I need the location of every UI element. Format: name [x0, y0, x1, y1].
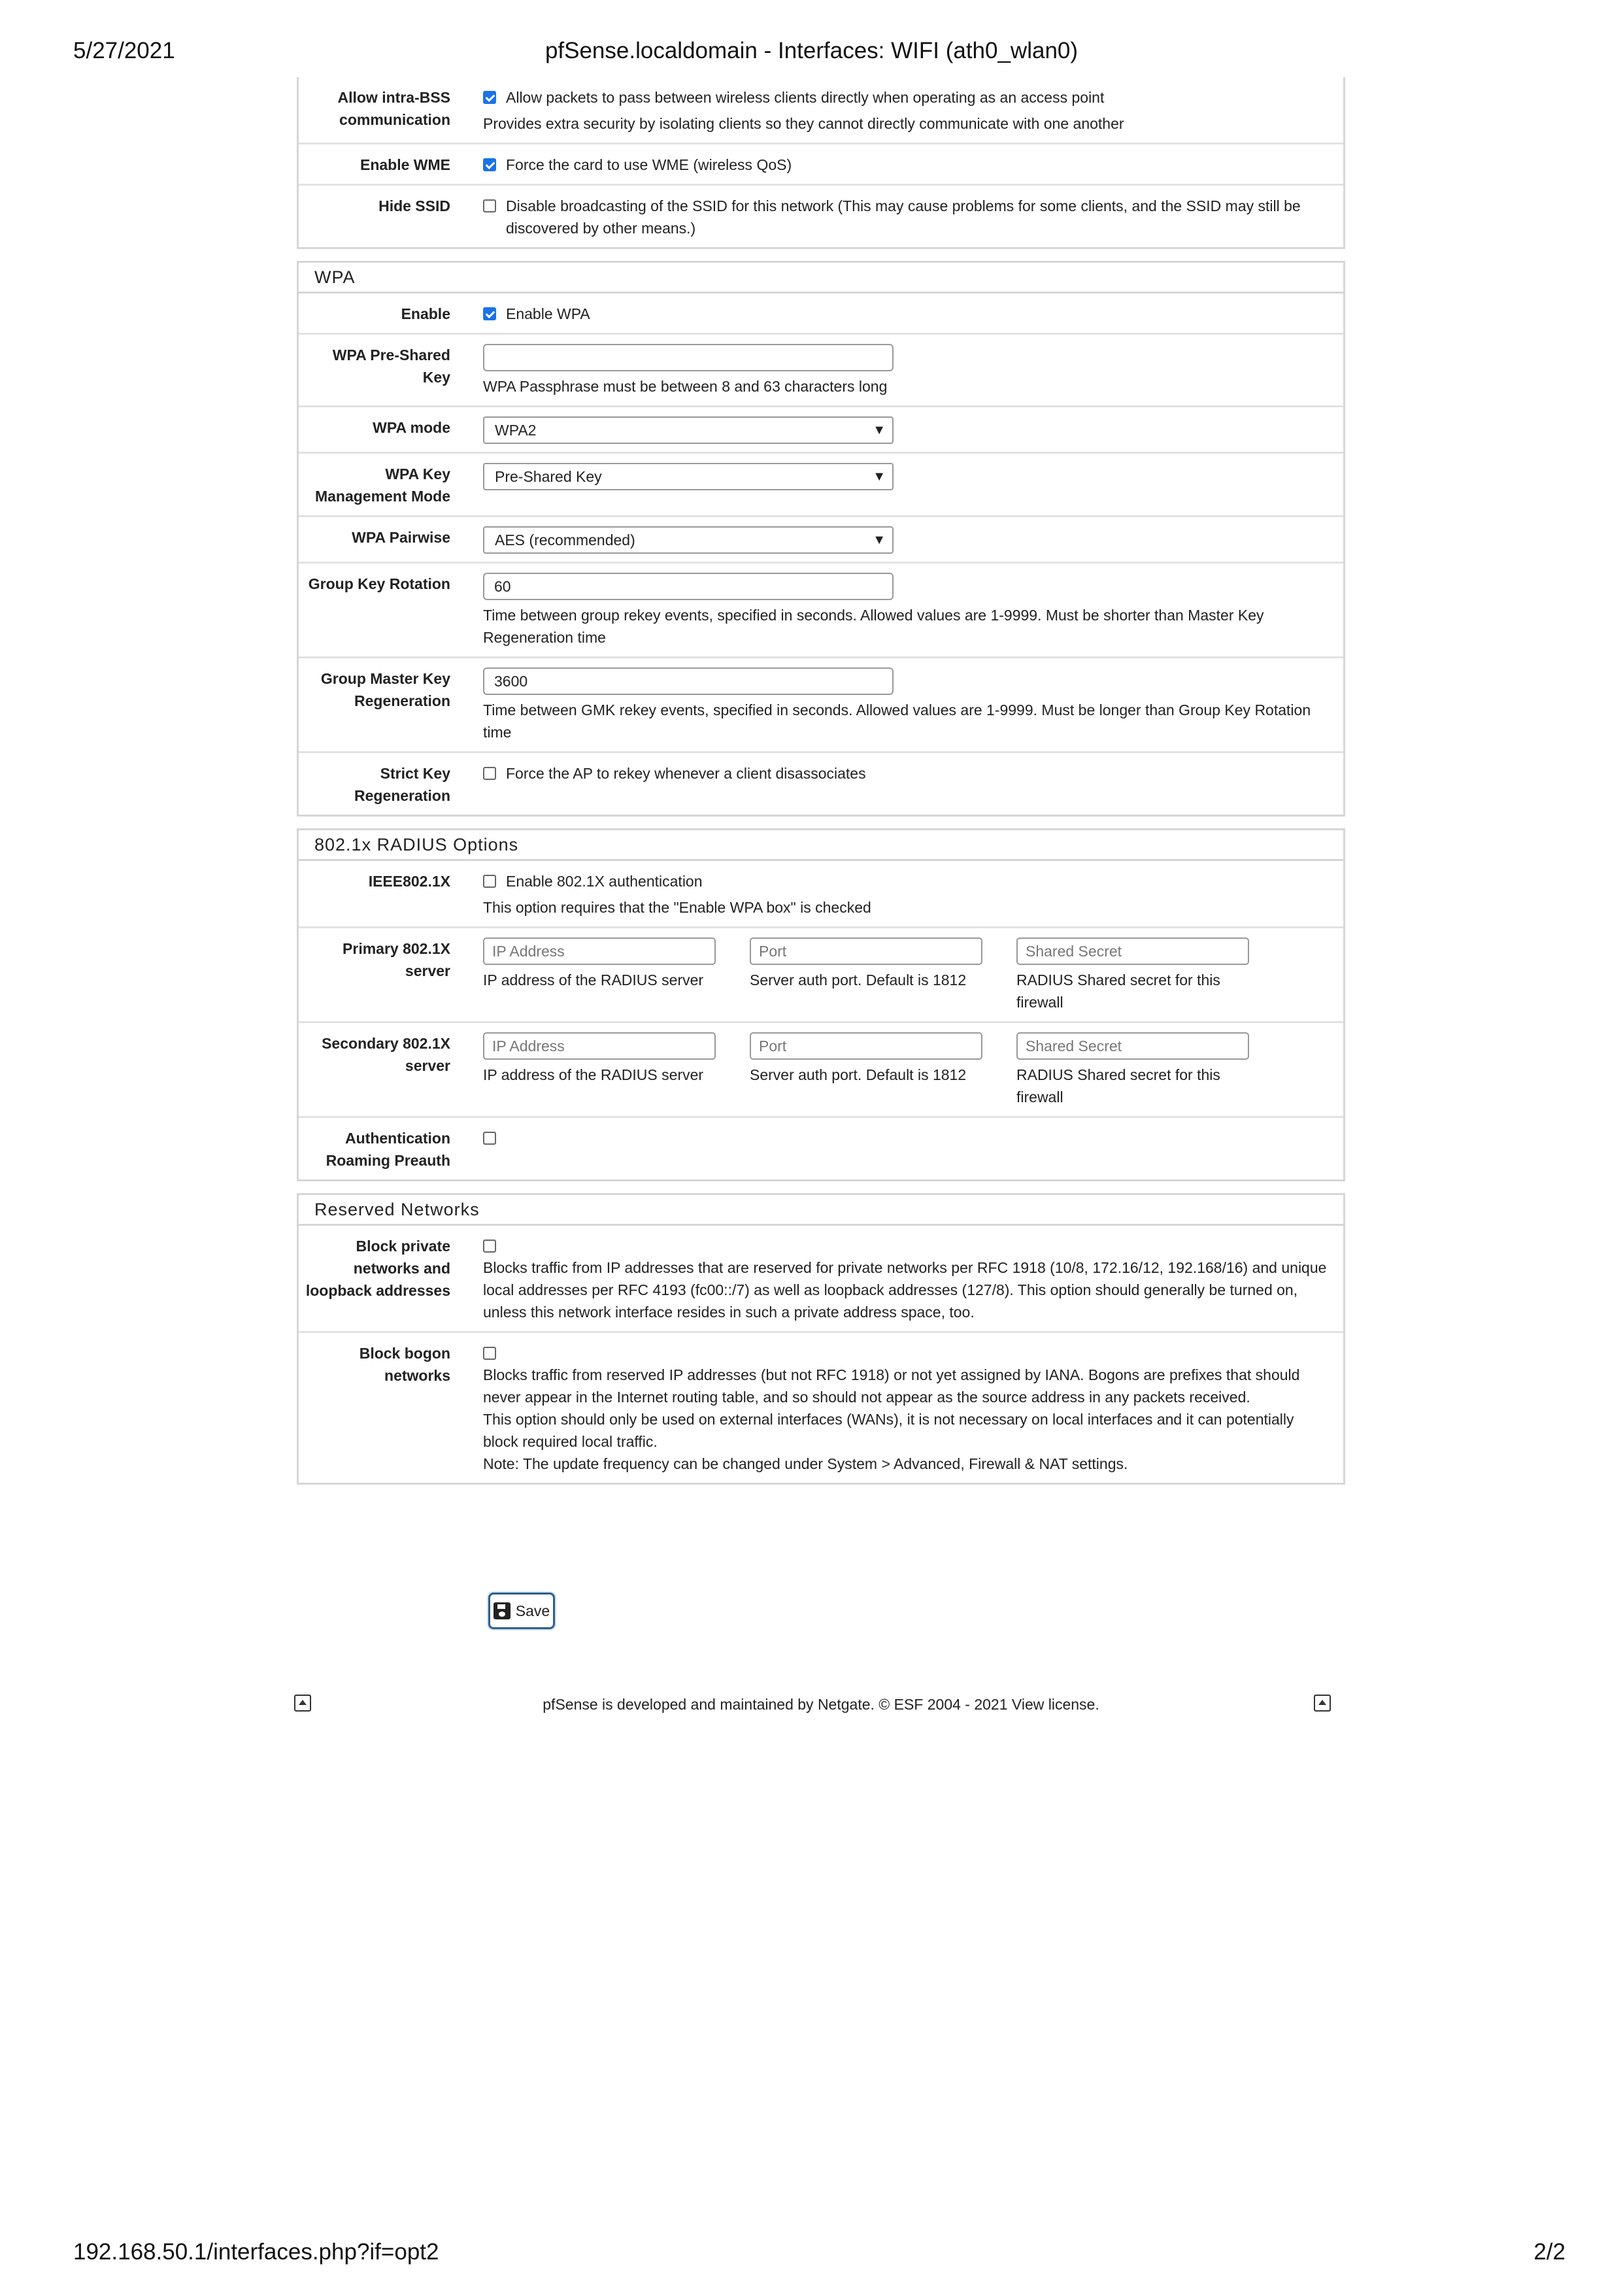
field-label: WPA mode — [373, 419, 450, 436]
field-label: Strict Key Regeneration — [354, 765, 450, 804]
block-bogon-help: Note: The update frequency can be changed under System > Advanced, Firewall & NAT settings. — [483, 1455, 1128, 1472]
secondary-server-row — [299, 1023, 1343, 1118]
hide-ssid-text: Disable broadcasting of the SSID for this network (This may cause problems for some clients, and the SSID may still be discovered by other means.) — [506, 197, 1301, 237]
wme-checkbox[interactable] — [483, 158, 496, 171]
wpa-enable-text: Enable WPA — [506, 305, 590, 322]
primary-secret-input[interactable]: Shared Secret — [1016, 937, 1249, 965]
wpa-pairwise-row — [299, 517, 1343, 564]
group-rotation-input[interactable]: 60 — [483, 573, 894, 600]
ieee8021x-row — [299, 861, 1343, 928]
field-label: Block bogon networks — [359, 1345, 450, 1384]
save-label: Save — [515, 1602, 550, 1619]
block-bogon-help: Blocks traffic from reserved IP addresses (but not RFC 1918) or not yet assigned by IANA. Bogons are prefixes that should never appear in the Internet routing table, and so should not appear as the source address in any packets received. — [483, 1366, 1300, 1406]
wpa-psk-input[interactable] — [483, 344, 894, 371]
save-button[interactable] — [488, 1593, 555, 1629]
field-label: Hide SSID — [378, 197, 450, 214]
wpa-enable-checkbox[interactable] — [483, 307, 496, 320]
wpa-enable-row — [299, 294, 1343, 335]
field-label: Allow intra-BSS communication — [337, 89, 450, 128]
primary-ip-help: IP address of the RADIUS server — [483, 971, 704, 988]
strict-key-row — [299, 753, 1343, 815]
field-label: Primary 802.1X server — [343, 940, 450, 979]
wpa-mode-row — [299, 407, 1343, 454]
field-label: Enable — [401, 305, 450, 322]
hide-ssid-row — [299, 186, 1343, 247]
hide-ssid-checkbox[interactable] — [483, 199, 496, 212]
strict-key-checkbox[interactable] — [483, 767, 496, 780]
field-label: Block private networks and loopback addresses — [305, 1238, 450, 1299]
print-page-number: 2/2 — [1533, 2239, 1565, 2265]
wireless-panel — [297, 77, 1345, 249]
gmk-help: Time between GMK rekey events, specified in seconds. Allowed values are 1-9999. Must be longer than Group Key Rotation time — [483, 701, 1311, 741]
field-label: WPA Pairwise — [352, 529, 450, 546]
page-footer — [294, 1695, 1348, 1721]
secondary-port-help: Server auth port. Default is 1812 — [750, 1066, 967, 1083]
secondary-secret-help: RADIUS Shared secret for this firewall — [1016, 1066, 1220, 1106]
secondary-ip-input[interactable]: IP Address — [483, 1032, 716, 1060]
floppy-disk-icon — [494, 1602, 510, 1619]
primary-port-input[interactable]: Port — [750, 937, 982, 965]
print-title: pfSense.localdomain - Interfaces: WIFI (ath0_wlan0) — [544, 38, 1079, 63]
intra-bss-text: Allow packets to pass between wireless clients directly when operating as an access point — [506, 89, 1105, 106]
scroll-top-icon[interactable] — [1314, 1695, 1331, 1712]
print-url: 192.168.50.1/interfaces.php?if=opt2 — [73, 2239, 439, 2265]
secondary-port-input[interactable]: Port — [750, 1032, 982, 1060]
gmk-input[interactable]: 3600 — [483, 667, 894, 695]
field-label: Authentication Roaming Preauth — [326, 1130, 450, 1169]
wpa-panel — [297, 261, 1345, 817]
intra-bss-help: Provides extra security by isolating clients so they cannot directly communicate with one another — [483, 115, 1124, 132]
field-label: Group Master Key Regeneration — [320, 670, 450, 709]
intra-bss-row — [299, 77, 1343, 144]
ieee8021x-checkbox[interactable] — [483, 875, 496, 888]
ieee8021x-help: This option requires that the "Enable WPA box" is checked — [483, 899, 871, 916]
wpa-psk-row — [299, 335, 1343, 407]
radius-panel — [297, 828, 1345, 1181]
block-bogon-row — [299, 1333, 1343, 1483]
secondary-secret-input[interactable]: Shared Secret — [1016, 1032, 1249, 1060]
field-label: WPA Pre-Shared Key — [332, 346, 450, 386]
strict-key-text: Force the AP to rekey whenever a client disassociates — [506, 765, 866, 782]
field-label: Group Key Rotation — [308, 575, 450, 592]
wpa-keymgmt-select[interactable]: Pre-Shared Key ▼ — [483, 463, 894, 490]
reserved-panel — [297, 1193, 1345, 1485]
block-private-checkbox[interactable] — [483, 1240, 496, 1253]
gmk-row — [299, 658, 1343, 753]
chevron-down-icon: ▼ — [873, 533, 886, 547]
wpa-heading: WPA — [299, 263, 1343, 294]
print-footer — [0, 2239, 1623, 2272]
form-content — [297, 77, 1345, 1496]
wpa-keymgmt-row — [299, 454, 1343, 517]
primary-port-help: Server auth port. Default is 1812 — [750, 971, 967, 988]
wme-text: Force the card to use WME (wireless QoS) — [506, 156, 792, 173]
secondary-ip-help: IP address of the RADIUS server — [483, 1066, 704, 1083]
intra-bss-checkbox[interactable] — [483, 91, 496, 104]
ieee8021x-text: Enable 802.1X authentication — [506, 873, 703, 890]
group-rotation-help: Time between group rekey events, specified in seconds. Allowed values are 1-9999. Must be shorter than Master Key Regeneration time — [483, 607, 1264, 646]
field-label: Enable WME — [360, 156, 450, 173]
radius-heading: 802.1x RADIUS Options — [299, 830, 1343, 861]
preauth-checkbox[interactable] — [483, 1132, 496, 1145]
group-rotation-row — [299, 564, 1343, 658]
field-label: IEEE802.1X — [368, 873, 450, 890]
print-header — [0, 38, 1623, 71]
wme-row — [299, 144, 1343, 186]
preauth-row — [299, 1118, 1343, 1179]
chevron-down-icon: ▼ — [873, 423, 886, 437]
print-date: 5/27/2021 — [73, 38, 175, 63]
block-private-row — [299, 1226, 1343, 1333]
reserved-heading: Reserved Networks — [299, 1195, 1343, 1226]
field-label: Secondary 802.1X server — [322, 1035, 450, 1074]
wpa-mode-select[interactable]: WPA2 ▼ — [483, 416, 894, 444]
wpa-psk-help: WPA Passphrase must be between 8 and 63 characters long — [483, 378, 888, 395]
block-bogon-checkbox[interactable] — [483, 1347, 496, 1360]
chevron-down-icon: ▼ — [873, 469, 886, 484]
block-bogon-help: This option should only be used on external interfaces (WANs), it is not necessary on local interfaces and it can potentially block required local traffic. — [483, 1411, 1294, 1450]
primary-server-row — [299, 928, 1343, 1023]
primary-secret-help: RADIUS Shared secret for this firewall — [1016, 971, 1220, 1011]
wpa-pairwise-select[interactable]: AES (recommended) ▼ — [483, 526, 894, 554]
footer-text: pfSense is developed and maintained by Netgate. © ESF 2004 - 2021 View license. — [543, 1696, 1099, 1713]
primary-ip-input[interactable]: IP Address — [483, 937, 716, 965]
block-private-help: Blocks traffic from IP addresses that are reserved for private networks per RFC 1918 (10/8, 172.16/12, 192.168/16) and unique local addresses per RFC 4193 (fc00::/7) as well as loopback addresses (127/8). This option should generally be turned on, unless this network interface resides in such a private address space, too. — [483, 1259, 1327, 1321]
field-label: WPA Key Management Mode — [314, 465, 450, 505]
